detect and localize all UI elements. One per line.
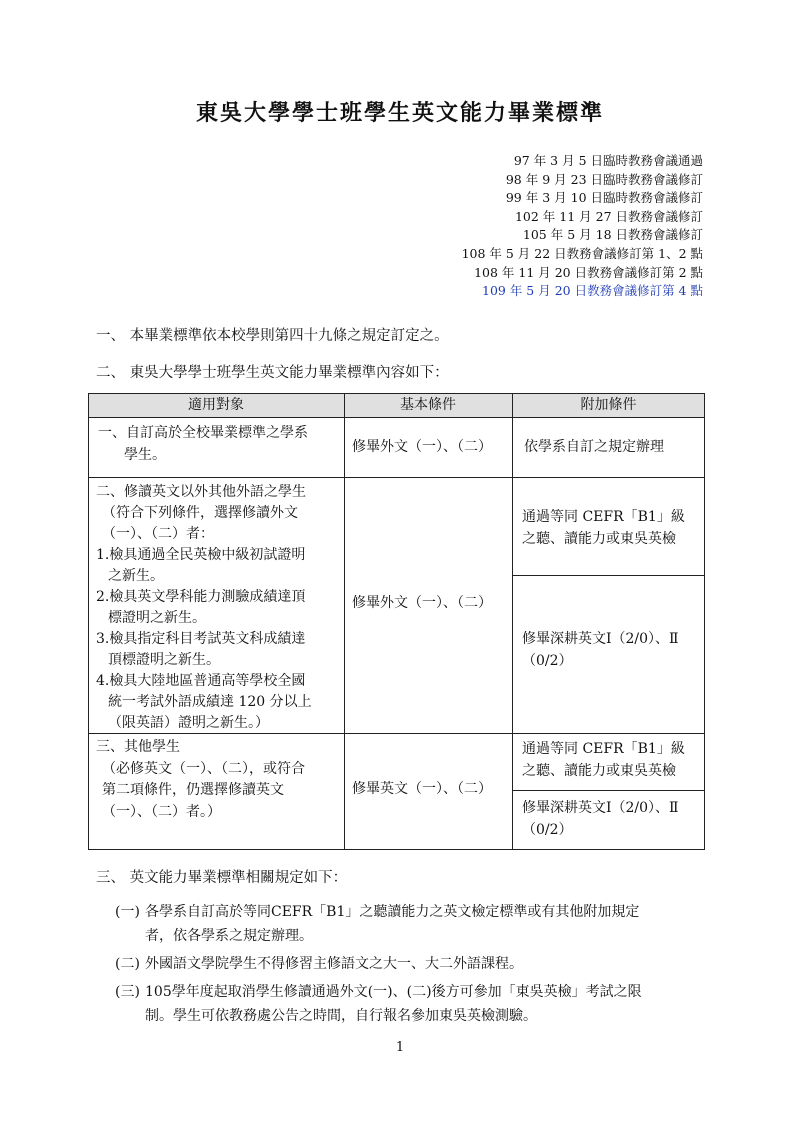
note-number: (二) bbox=[115, 956, 140, 972]
note-item bbox=[115, 900, 715, 948]
section-3: 三、 英文能力畢業標準相關規定如下： bbox=[96, 870, 348, 886]
header-target: 適用對象 bbox=[188, 397, 244, 413]
revision-entry: 98 年 9 月 23 日臨時教務會議修訂 bbox=[505, 171, 703, 187]
row1-extra: 依學系自訂之規定辦理 bbox=[524, 439, 664, 455]
regulation-notes bbox=[115, 900, 715, 1032]
header-basic: 基本條件 bbox=[400, 397, 456, 413]
row3-target: 三、其他學生 （必修英文（一）、（二），或符合 第二項條件，仍選擇修讀英文 （一）、（二）者。） bbox=[96, 739, 305, 820]
note-text-cont: 制。學生可依教務處公告之時間，自行報名參加東吳英檢測驗。 bbox=[145, 1008, 537, 1024]
revision-entry: 97 年 3 月 5 日臨時教務會議通過 bbox=[513, 153, 703, 168]
row3-extra-cefr: 通過等同 CEFR「B1」級 之聽、讀能力或東吳英檢 bbox=[522, 741, 685, 779]
section-1: 一、 本畢業標準依本校學則第四十九條之規定訂定之。 bbox=[96, 328, 449, 344]
note-number: (一) bbox=[115, 904, 140, 920]
page-number: 1 bbox=[395, 1040, 405, 1055]
revision-entry: 102 年 11 月 27 日教務會議修訂 bbox=[514, 208, 703, 224]
row1-target: 一、自訂高於全校畢業標準之學系 學生。 bbox=[98, 425, 308, 463]
requirements-table bbox=[88, 393, 705, 850]
note-text-cont: 者，依各學系之規定辦理。 bbox=[145, 928, 313, 944]
section-2: 二、 東吳大學學士班學生英文能力畢業標準內容如下： bbox=[96, 365, 449, 381]
row2-target: 二、修讀英文以外其他外語之學生 （符合下列條件，選擇修讀外文 （一）、（二）者： 1.檢具通過全民英檢中級初試證明 之新生。 2.檢具英文學科能力測驗成績達頂 標證明之新生。 3.檢具指定科目考試英文科成績達 頂標證明之新生。 4.檢具大陸地區普通高等學校全國 統一考試外語成績達 120 分以上 （限英語）證明之新生。） bbox=[96, 484, 312, 731]
row2-basic: 修畢外文（一）、（二） bbox=[352, 595, 492, 611]
note-text: 105學年度起取消學生修讀通過外文(一)、(二)後方可參加「東吳英檢」考試之限 bbox=[145, 984, 642, 1000]
row1-basic: 修畢外文（一）、（二） bbox=[352, 439, 492, 455]
revision-entry: 108 年 5 月 22 日教務會議修訂第 1、2 點 bbox=[461, 245, 703, 261]
revision-entry: 105 年 5 月 18 日教務會議修訂 bbox=[522, 227, 703, 243]
note-item bbox=[115, 952, 715, 976]
revision-entry: 99 年 3 月 10 日臨時教務會議修訂 bbox=[505, 190, 703, 206]
note-text: 各學系自訂高於等同CEFR「B1」之聽讀能力之英文檢定標準或有其他附加規定 bbox=[145, 904, 640, 920]
row2-extra-cefr: 通過等同 CEFR「B1」級 之聽、讀能力或東吳英檢 bbox=[522, 509, 685, 547]
revision-entry-latest: 109 年 5 月 20 日教務會議修訂第 4 點 bbox=[482, 283, 703, 299]
note-number: (三) bbox=[115, 984, 140, 1000]
row3-basic: 修畢英文（一）、（二） bbox=[352, 781, 492, 797]
row3-extra-course: 修畢深耕英文Ⅰ（2/0）、Ⅱ （0/2） bbox=[522, 800, 679, 838]
note-text: 外國語文學院學生不得修習主修語文之大一、大二外語課程。 bbox=[145, 956, 523, 972]
document-title: 東吳大學學士班學生英文能力畢業標準 bbox=[195, 100, 604, 126]
header-extra: 附加條件 bbox=[580, 397, 637, 413]
revision-entry: 108 年 11 月 20 日教務會議修訂第 2 點 bbox=[474, 264, 703, 280]
row2-extra-course: 修畢深耕英文Ⅰ（2/0）、Ⅱ （0/2） bbox=[522, 631, 679, 669]
note-item bbox=[115, 980, 715, 1028]
revision-history bbox=[462, 152, 703, 301]
